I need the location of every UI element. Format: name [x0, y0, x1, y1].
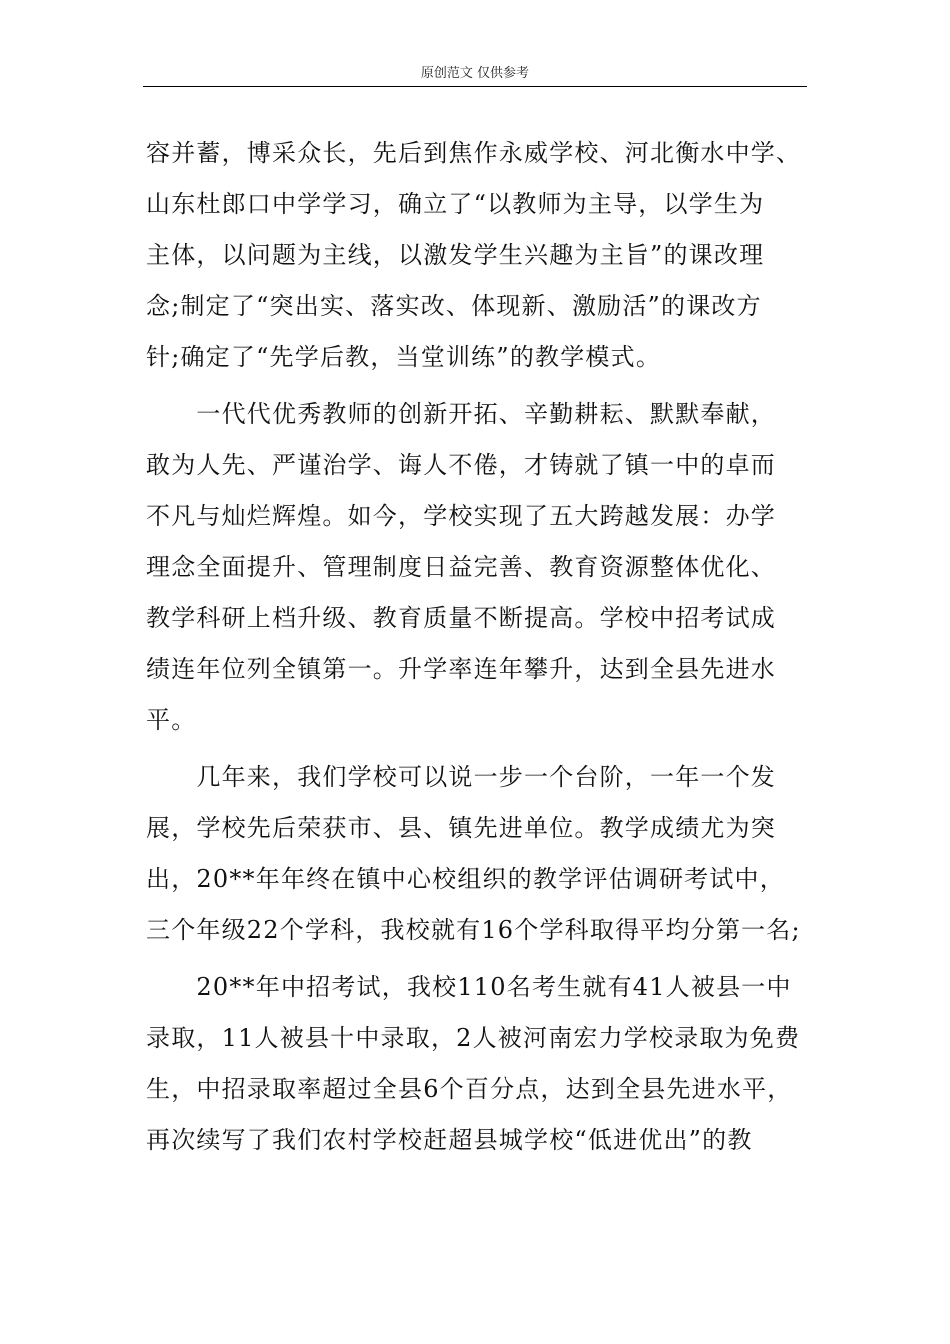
header-divider — [143, 86, 807, 87]
paragraph-start-line: 几年来，我们学校可以说一步一个台阶，一年一个发 — [146, 763, 776, 791]
text-line: 敢为人先、严谨治学、诲人不倦，才铸就了镇一中的卓而 — [146, 451, 776, 479]
text-line: 平。 — [146, 706, 197, 734]
text-line: 针;确定了“先学后教，当堂训练”的教学模式。 — [146, 343, 662, 371]
text-line: 生，中招录取率超过全县6个百分点，达到全县先进水平， — [146, 1075, 793, 1103]
paragraph-start-line: 20**年中招考试，我校110名考生就有41人被县一中 — [146, 973, 792, 1001]
text-line: 录取，11人被县十中录取，2人被河南宏力学校录取为免费 — [146, 1024, 801, 1052]
page-header: 原创范文 仅供参考 — [420, 66, 530, 81]
text-line: 念;制定了“突出实、落实改、体现新、激励活”的课改方 — [146, 292, 762, 320]
text-line: 山东杜郎口中学学习，确立了“以教师为主导，以学生为 — [146, 190, 765, 218]
paragraph-start-line: 一代代优秀教师的创新开拓、辛勤耕耘、默默奉献， — [146, 400, 776, 428]
text-line: 容并蓄，博采众长，先后到焦作永威学校、河北衡水中学、 — [146, 139, 802, 167]
text-line: 不凡与灿烂辉煌。如今，学校实现了五大跨越发展：办学 — [146, 502, 776, 530]
text-line: 展，学校先后荣获市、县、镇先进单位。教学成绩尤为突 — [146, 814, 776, 842]
text-line: 出，20**年年终在镇中心校组织的教学评估调研考试中， — [146, 865, 785, 893]
text-line: 理念全面提升、管理制度日益完善、教育资源整体优化、 — [146, 553, 776, 581]
text-line: 主体，以问题为主线，以激发学生兴趣为主旨”的课改理 — [146, 241, 765, 269]
document-body — [146, 128, 816, 1166]
text-line: 再次续写了我们农村学校赶超县城学校“低进优出”的教 — [146, 1126, 753, 1154]
text-line: 三个年级22个学科，我校就有16个学科取得平均分第一名; — [146, 916, 801, 944]
text-line: 教学科研上档升级、教育质量不断提高。学校中招考试成 — [146, 604, 776, 632]
text-line: 绩连年位列全镇第一。升学率连年攀升，达到全县先进水 — [146, 655, 776, 683]
